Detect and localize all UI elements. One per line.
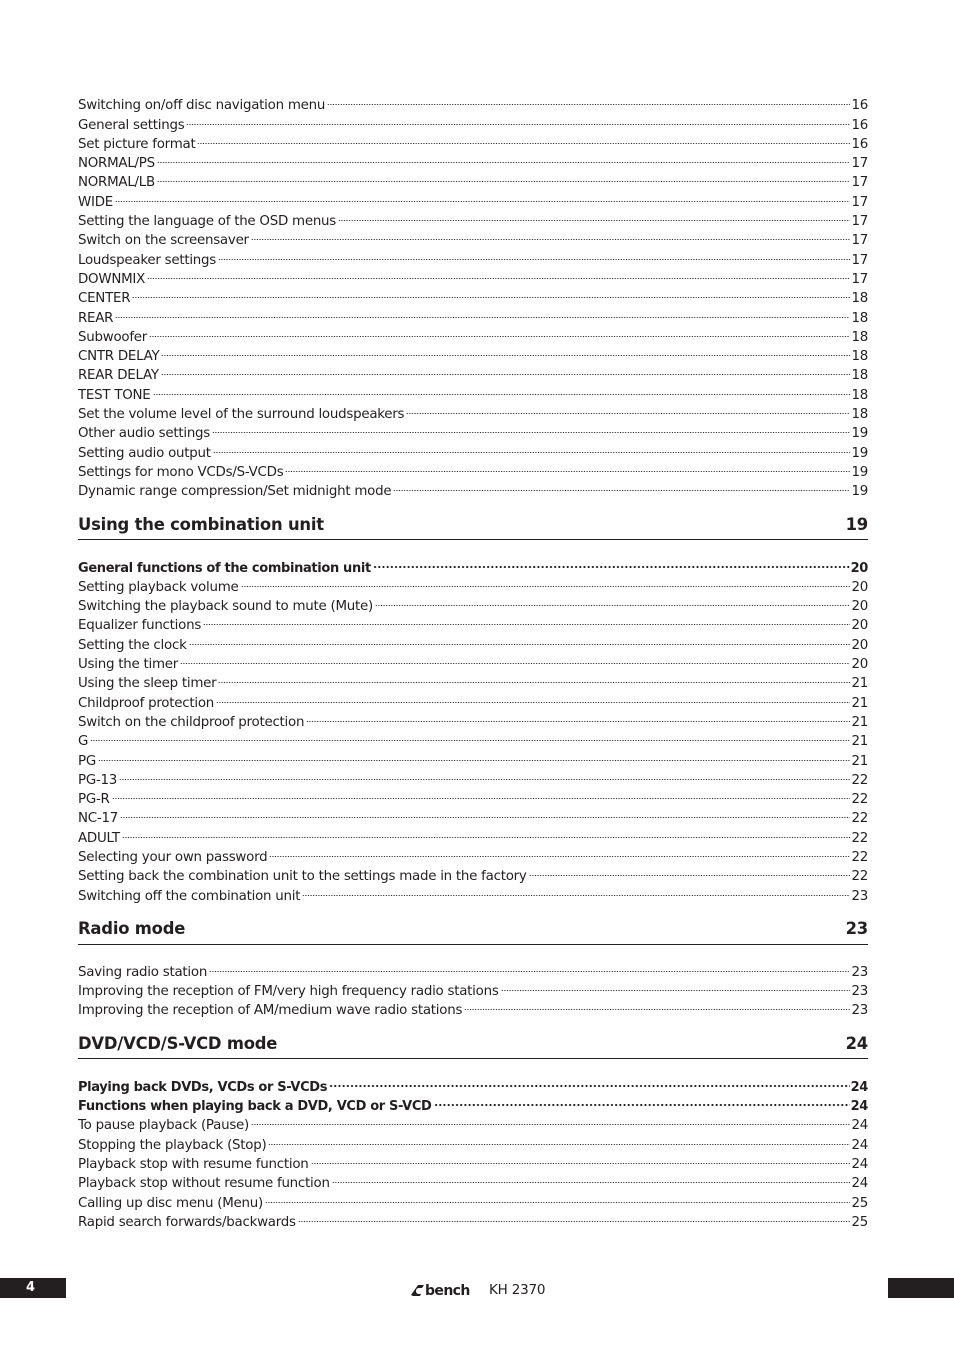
- dot-leader: [251, 225, 851, 244]
- toc-entry[interactable]: [78, 167, 868, 191]
- dot-leader: [119, 765, 850, 784]
- toc-entry[interactable]: [78, 803, 868, 827]
- dot-leader: [153, 379, 851, 398]
- entry-page: 22: [851, 811, 868, 827]
- entry-page: 19: [851, 484, 868, 500]
- entry-page: 19: [851, 426, 868, 442]
- dot-leader: [161, 341, 850, 360]
- entry-title: Selecting your own password: [78, 849, 268, 865]
- dot-leader: [406, 399, 850, 418]
- dot-leader: [213, 437, 851, 456]
- entry-page: 17: [851, 175, 868, 191]
- dot-leader: [98, 745, 851, 764]
- entry-page: 18: [851, 349, 868, 365]
- entry-page: 21: [851, 753, 868, 769]
- toc-entry[interactable]: [78, 109, 868, 133]
- entry-page: 18: [851, 407, 868, 423]
- entry-title: To pause playback (Pause): [78, 1118, 250, 1134]
- entry-title: PG-R: [78, 792, 110, 808]
- entry-page: 20: [850, 560, 868, 576]
- dot-leader: [180, 649, 850, 668]
- section-page: 19: [845, 514, 868, 534]
- entry-page: 21: [851, 714, 868, 730]
- entry-title: DOWNMIX: [78, 271, 146, 287]
- entry-title: Settings for mono VCDs/S-VCDs: [78, 464, 284, 480]
- entry-title: Switching the playback sound to mute (Mute): [78, 599, 373, 615]
- toc-entry[interactable]: [78, 842, 868, 865]
- section-page: 23: [845, 919, 868, 939]
- entry-title: Switching on/off disc navigation menu: [78, 98, 326, 114]
- dot-leader: [115, 302, 850, 321]
- dot-leader: [393, 476, 850, 495]
- entry-title: Setting playback volume: [78, 579, 239, 595]
- entry-title: CNTR DELAY: [78, 349, 160, 365]
- dot-leader: [329, 1071, 850, 1090]
- entry-title: Functions when playing back a DVD, VCD or S-VCD: [78, 1099, 432, 1115]
- table-of-contents: [78, 90, 868, 1230]
- entry-page: 23: [851, 1003, 868, 1019]
- entry-title: Other audio settings: [78, 426, 211, 442]
- dot-leader: [311, 1149, 851, 1168]
- dot-leader: [212, 418, 850, 437]
- dot-leader: [529, 861, 851, 880]
- dot-leader: [298, 1207, 851, 1226]
- page-number: 4: [0, 1278, 66, 1298]
- dot-leader: [218, 244, 850, 263]
- section-title: Radio mode: [78, 919, 186, 939]
- toc-entry[interactable]: [78, 765, 868, 788]
- entry-title: Subwoofer: [78, 329, 148, 345]
- dot-leader: [186, 109, 850, 128]
- entry-title: Using the sleep timer: [78, 676, 217, 692]
- entry-page: 17: [851, 252, 868, 268]
- entry-page: 25: [851, 1195, 868, 1211]
- dot-leader: [197, 129, 850, 148]
- entry-title: Loudspeaker settings: [78, 252, 217, 268]
- toc-subheading[interactable]: [78, 1071, 868, 1095]
- toc-entry[interactable]: [78, 668, 868, 692]
- toc-entry[interactable]: [78, 129, 868, 152]
- entry-title: Playback stop with resume function: [78, 1156, 309, 1172]
- entry-title: Rapid search forwards/backwards: [78, 1214, 296, 1230]
- entry-page: 24: [851, 1176, 868, 1192]
- dot-leader: [161, 360, 851, 379]
- entry-page: 17: [851, 156, 868, 172]
- toc-section-heading: [78, 914, 868, 945]
- dot-leader: [373, 552, 850, 571]
- toc-entry[interactable]: [78, 283, 868, 307]
- dot-leader: [464, 995, 850, 1014]
- entry-title: G: [78, 734, 89, 750]
- entry-title: NORMAL/LB: [78, 175, 155, 191]
- entry-title: General settings: [78, 117, 185, 133]
- toc-entry[interactable]: [78, 264, 868, 287]
- toc-entry[interactable]: [78, 360, 868, 384]
- toc-entry[interactable]: [78, 399, 868, 423]
- entry-title: Setting back the combination unit to the settings made in the factory: [78, 869, 527, 885]
- entry-title: Calling up disc menu (Menu): [78, 1195, 263, 1211]
- entry-page: 17: [851, 194, 868, 210]
- dot-leader: [132, 283, 850, 302]
- dot-leader: [269, 842, 850, 861]
- entry-page: 23: [851, 888, 868, 904]
- dot-leader: [375, 591, 850, 610]
- dot-leader: [306, 707, 850, 726]
- entry-title: REAR: [78, 310, 114, 326]
- dot-leader: [268, 1129, 850, 1148]
- toc-entry[interactable]: [78, 206, 868, 230]
- entry-page: 17: [851, 214, 868, 230]
- toc-entry[interactable]: [78, 784, 868, 808]
- toc-entry[interactable]: [78, 90, 868, 114]
- entry-page: 21: [851, 676, 868, 692]
- toc-entry[interactable]: [78, 649, 868, 673]
- dot-leader: [147, 264, 850, 283]
- page-footer: [0, 1278, 954, 1298]
- entry-title: Setting the clock: [78, 637, 187, 653]
- dot-leader: [241, 572, 851, 591]
- entry-page: 24: [851, 1118, 868, 1134]
- entry-page: 20: [851, 618, 868, 634]
- dot-leader: [149, 322, 850, 341]
- entry-title: Switch on the childproof protection: [78, 714, 305, 730]
- toc-subheading[interactable]: [78, 552, 868, 576]
- entry-title: Stopping the playback (Stop): [78, 1137, 267, 1153]
- entry-title: Switch on the screensaver: [78, 233, 249, 249]
- entry-page: 24: [850, 1099, 868, 1115]
- entry-title: Saving radio station: [78, 964, 208, 980]
- toc-entry[interactable]: [78, 322, 868, 345]
- toc-entry[interactable]: [78, 957, 868, 980]
- dot-leader: [90, 726, 850, 745]
- dot-leader: [218, 668, 850, 687]
- toc-section-heading: [78, 509, 868, 540]
- entry-title: Playing back DVDs, VCDs or S-VCDs: [78, 1079, 328, 1095]
- dot-leader: [327, 90, 850, 109]
- toc-entry[interactable]: [78, 726, 868, 750]
- entry-title: Improving the reception of FM/very high frequency radio stations: [78, 984, 499, 1000]
- toc-entry[interactable]: [78, 302, 868, 326]
- entry-title: Using the timer: [78, 657, 178, 673]
- dot-leader: [338, 206, 850, 225]
- entry-page: 22: [851, 772, 868, 788]
- dot-leader: [209, 957, 850, 976]
- dot-leader: [112, 784, 851, 803]
- entry-page: 16: [851, 98, 868, 114]
- entry-title: NORMAL/PS: [78, 156, 155, 172]
- entry-page: 21: [851, 734, 868, 750]
- dot-leader: [157, 167, 851, 186]
- dot-leader: [216, 687, 850, 706]
- entry-page: 20: [851, 637, 868, 653]
- toc-entry[interactable]: [78, 379, 868, 403]
- dot-leader: [285, 457, 850, 476]
- entry-title: TEST TONE: [78, 387, 151, 403]
- dot-leader: [120, 803, 850, 822]
- toc-section-heading: [78, 1028, 868, 1059]
- entry-title: Childproof protection: [78, 695, 214, 711]
- dot-leader: [189, 629, 851, 648]
- dot-leader: [122, 822, 851, 841]
- dot-leader: [251, 1110, 850, 1129]
- entry-title: Equalizer functions: [78, 618, 202, 634]
- entry-title: Setting the language of the OSD menus: [78, 214, 337, 230]
- dot-leader: [265, 1187, 850, 1206]
- toc-entry[interactable]: [78, 148, 868, 172]
- entry-page: 16: [851, 136, 868, 152]
- entry-title: CENTER: [78, 291, 131, 307]
- toc-entry[interactable]: [78, 629, 868, 653]
- brand-logo-icon: [409, 1282, 485, 1298]
- dot-leader: [203, 610, 850, 629]
- entry-page: 24: [850, 1079, 868, 1095]
- entry-title: Dynamic range compression/Set midnight mode: [78, 484, 392, 500]
- entry-page: 25: [851, 1214, 868, 1230]
- brand-block: [409, 1282, 545, 1298]
- entry-page: 22: [851, 849, 868, 865]
- entry-page: 24: [851, 1137, 868, 1153]
- entry-page: 22: [851, 830, 868, 846]
- entry-title: WIDE: [78, 194, 113, 210]
- dot-leader: [332, 1168, 851, 1187]
- entry-page: 22: [851, 792, 868, 808]
- entry-page: 18: [851, 291, 868, 307]
- toc-entry[interactable]: [78, 341, 868, 365]
- entry-page: 18: [851, 329, 868, 345]
- entry-title: Set the volume level of the surround loudspeakers: [78, 407, 405, 423]
- entry-page: 18: [851, 387, 868, 403]
- entry-page: 17: [851, 271, 868, 287]
- entry-title: Improving the reception of AM/medium wave radio stations: [78, 1003, 463, 1019]
- section-title: Using the combination unit: [78, 514, 324, 534]
- footer-bar-right: [888, 1278, 954, 1298]
- entry-title: NC-17: [78, 811, 118, 827]
- entry-page: 18: [851, 310, 868, 326]
- entry-title: PG: [78, 753, 96, 769]
- entry-title: ADULT: [78, 830, 120, 846]
- entry-page: 20: [851, 657, 868, 673]
- entry-page: 21: [851, 695, 868, 711]
- entry-page: 22: [851, 869, 868, 885]
- section-title: DVD/VCD/S-VCD mode: [78, 1033, 278, 1053]
- toc-entry[interactable]: [78, 822, 868, 846]
- entry-page: 16: [851, 117, 868, 133]
- entry-page: 19: [851, 464, 868, 480]
- model-number: KH 2370: [489, 1282, 546, 1298]
- section-page: 24: [845, 1033, 868, 1053]
- entry-page: 23: [851, 984, 868, 1000]
- dot-leader: [157, 148, 851, 167]
- entry-title: Playback stop without resume function: [78, 1176, 330, 1192]
- entry-page: 20: [851, 579, 868, 595]
- entry-page: 20: [851, 599, 868, 615]
- toc-entry[interactable]: [78, 745, 868, 769]
- entry-title: Switching off the combination unit: [78, 888, 301, 904]
- entry-page: 24: [851, 1156, 868, 1172]
- toc-entry[interactable]: [78, 186, 868, 210]
- dot-leader: [115, 186, 850, 205]
- dot-leader: [302, 880, 850, 899]
- entry-title: Setting audio output: [78, 445, 211, 461]
- entry-title: PG-13: [78, 772, 118, 788]
- entry-title: General functions of the combination unit: [78, 560, 371, 576]
- entry-page: 23: [851, 964, 868, 980]
- entry-title: Set picture format: [78, 136, 196, 152]
- entry-page: 17: [851, 233, 868, 249]
- entry-page: 18: [851, 368, 868, 384]
- entry-title: REAR DELAY: [78, 368, 159, 384]
- dot-leader: [434, 1091, 850, 1110]
- entry-page: 19: [851, 445, 868, 461]
- dot-leader: [501, 976, 851, 995]
- brand-wordmark: bench: [425, 1283, 470, 1298]
